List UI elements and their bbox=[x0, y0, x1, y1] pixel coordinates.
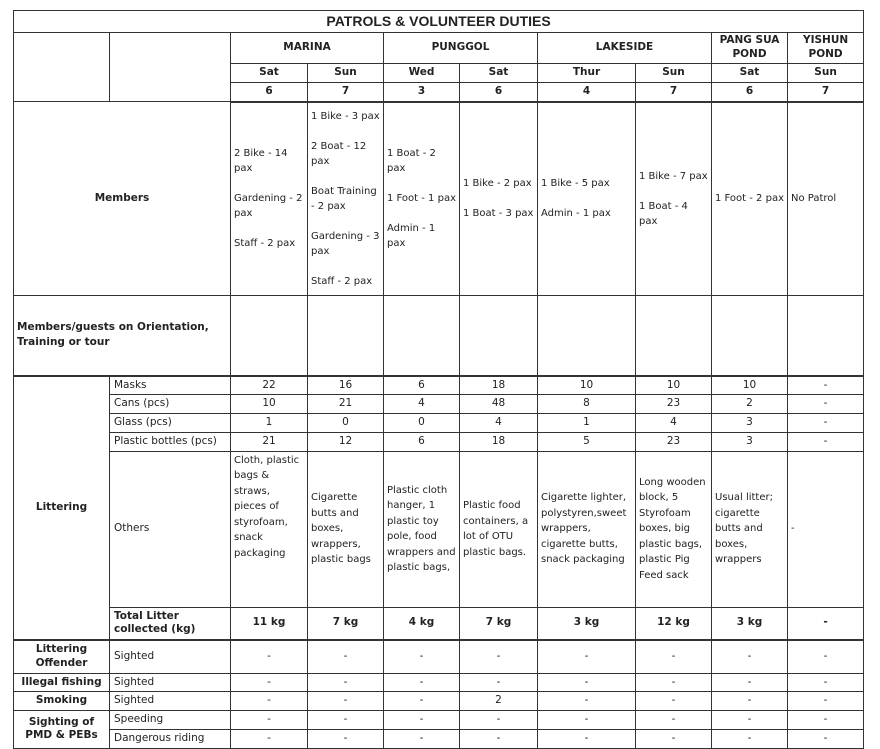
date-header: 3 bbox=[384, 82, 460, 101]
litter-value: 22 bbox=[231, 376, 308, 395]
offence-value: - bbox=[636, 640, 712, 673]
litter-value: 18 bbox=[460, 376, 538, 395]
litter-value: 1 bbox=[231, 414, 308, 433]
date-header: 6 bbox=[231, 82, 308, 101]
date-header: 4 bbox=[538, 82, 636, 101]
others-cell: Plastic food containers, a lot of OTU plastic bags. bbox=[460, 451, 538, 607]
litter-value: 21 bbox=[308, 395, 384, 414]
litter-value: 6 bbox=[384, 432, 460, 451]
offence-value: - bbox=[538, 673, 636, 692]
pmd-value: - bbox=[384, 729, 460, 748]
litter-value: 2 bbox=[712, 395, 788, 414]
day-header: Wed bbox=[384, 64, 460, 83]
orientation-cell bbox=[636, 296, 712, 376]
total-litter-value: 3 kg bbox=[538, 607, 636, 640]
others-cell: - bbox=[788, 451, 864, 607]
pmd-value: - bbox=[788, 729, 864, 748]
total-litter-value: 7 kg bbox=[460, 607, 538, 640]
litter-item-label: Masks bbox=[110, 376, 231, 395]
litter-value: 0 bbox=[308, 414, 384, 433]
orientation-cell bbox=[384, 296, 460, 376]
pmd-value: - bbox=[538, 711, 636, 730]
report-container bbox=[13, 10, 864, 749]
corner-empty-2 bbox=[110, 33, 231, 102]
pmd-value: - bbox=[788, 711, 864, 730]
members-cell: 1 Foot - 2 pax bbox=[712, 102, 788, 296]
day-header: Sat bbox=[231, 64, 308, 83]
litter-value: - bbox=[788, 432, 864, 451]
offence-label: Sighted bbox=[110, 673, 231, 692]
litter-value: 3 bbox=[712, 414, 788, 433]
offence-value: 2 bbox=[460, 692, 538, 711]
day-header: Sun bbox=[308, 64, 384, 83]
location-lakeside: LAKESIDE bbox=[538, 33, 712, 64]
orientation-cell bbox=[538, 296, 636, 376]
offence-label: Sighted bbox=[110, 692, 231, 711]
litter-item-label: Glass (pcs) bbox=[110, 414, 231, 433]
total-litter-value: 3 kg bbox=[712, 607, 788, 640]
pmd-value: - bbox=[712, 729, 788, 748]
offence-value: - bbox=[788, 673, 864, 692]
orientation-cell bbox=[308, 296, 384, 376]
offence-value: - bbox=[384, 692, 460, 711]
offence-category: Smoking bbox=[14, 692, 110, 711]
litter-value: 4 bbox=[460, 414, 538, 433]
littering-label: Littering bbox=[14, 376, 110, 641]
offence-value: - bbox=[712, 640, 788, 673]
litter-value: 8 bbox=[538, 395, 636, 414]
corner-empty-1 bbox=[14, 33, 110, 102]
litter-value: 16 bbox=[308, 376, 384, 395]
date-header: 6 bbox=[712, 82, 788, 101]
others-label: Others bbox=[110, 451, 231, 607]
total-litter-value: 7 kg bbox=[308, 607, 384, 640]
litter-value: 23 bbox=[636, 432, 712, 451]
litter-value: 10 bbox=[538, 376, 636, 395]
total-litter-value: 12 kg bbox=[636, 607, 712, 640]
litter-value: 3 bbox=[712, 432, 788, 451]
pmd-value: - bbox=[538, 729, 636, 748]
offence-value: - bbox=[308, 640, 384, 673]
date-header: 6 bbox=[460, 82, 538, 101]
pmd-value: - bbox=[231, 729, 308, 748]
litter-value: - bbox=[788, 414, 864, 433]
offence-value: - bbox=[231, 640, 308, 673]
members-cell: 2 Bike - 14 pax Gardening - 2 pax Staff - 2 pax bbox=[231, 102, 308, 296]
litter-value: - bbox=[788, 376, 864, 395]
pmd-category: Sighting of PMD & PEBs bbox=[14, 711, 110, 749]
others-cell: Cigarette lighter, polystyren,sweet wrappers, cigarette butts, snack packaging bbox=[538, 451, 636, 607]
table-title: PATROLS & VOLUNTEER DUTIES bbox=[14, 11, 864, 33]
pmd-value: - bbox=[460, 711, 538, 730]
offence-label: Sighted bbox=[110, 640, 231, 673]
litter-value: 6 bbox=[384, 376, 460, 395]
members-cell: 1 Bike - 7 pax 1 Boat - 4 pax bbox=[636, 102, 712, 296]
pmd-value: - bbox=[636, 729, 712, 748]
location-yishun-pond: YISHUN POND bbox=[788, 33, 864, 64]
offence-value: - bbox=[460, 640, 538, 673]
day-header: Sun bbox=[788, 64, 864, 83]
date-header: 7 bbox=[636, 82, 712, 101]
offence-category: Littering Offender bbox=[14, 640, 110, 673]
litter-value: 4 bbox=[636, 414, 712, 433]
day-header: Sun bbox=[636, 64, 712, 83]
offence-value: - bbox=[788, 640, 864, 673]
offence-value: - bbox=[538, 692, 636, 711]
litter-value: 48 bbox=[460, 395, 538, 414]
pmd-label: Dangerous riding bbox=[110, 729, 231, 748]
members-cell: 1 Bike - 5 pax Admin - 1 pax bbox=[538, 102, 636, 296]
offence-value: - bbox=[636, 692, 712, 711]
litter-value: - bbox=[788, 395, 864, 414]
offence-value: - bbox=[538, 640, 636, 673]
litter-item-label: Cans (pcs) bbox=[110, 395, 231, 414]
orientation-label: Members/guests on Orientation, Training or tour bbox=[14, 296, 231, 376]
others-cell: Usual litter; cigarette butts and boxes, wrappers bbox=[712, 451, 788, 607]
pmd-value: - bbox=[308, 729, 384, 748]
others-cell: Long wooden block, 5 Styrofoam boxes, big plastic bags, plastic Pig Feed sack bbox=[636, 451, 712, 607]
location-marina: MARINA bbox=[231, 33, 384, 64]
others-cell: Cloth, plastic bags & straws, pieces of styrofoam, snack packaging bbox=[231, 451, 308, 607]
total-litter-label: Total Litter collected (kg) bbox=[110, 607, 231, 640]
offence-value: - bbox=[231, 692, 308, 711]
offence-value: - bbox=[712, 673, 788, 692]
orientation-cell bbox=[460, 296, 538, 376]
offence-value: - bbox=[788, 692, 864, 711]
litter-value: 12 bbox=[308, 432, 384, 451]
litter-value: 10 bbox=[636, 376, 712, 395]
orientation-cell bbox=[712, 296, 788, 376]
patrols-table bbox=[13, 10, 864, 749]
day-header: Thur bbox=[538, 64, 636, 83]
day-header: Sat bbox=[460, 64, 538, 83]
litter-value: 18 bbox=[460, 432, 538, 451]
offence-value: - bbox=[712, 692, 788, 711]
offence-value: - bbox=[308, 692, 384, 711]
total-litter-value: 4 kg bbox=[384, 607, 460, 640]
others-cell: Cigarette butts and boxes, wrappers, plastic bags bbox=[308, 451, 384, 607]
offence-value: - bbox=[308, 673, 384, 692]
pmd-value: - bbox=[460, 729, 538, 748]
others-cell: Plastic cloth hanger, 1 plastic toy pole, food wrappers and plastic bags, bbox=[384, 451, 460, 607]
members-cell: 1 Boat - 2 pax 1 Foot - 1 pax Admin - 1 pax bbox=[384, 102, 460, 296]
offence-value: - bbox=[636, 673, 712, 692]
litter-value: 21 bbox=[231, 432, 308, 451]
orientation-cell bbox=[231, 296, 308, 376]
day-header: Sat bbox=[712, 64, 788, 83]
pmd-value: - bbox=[308, 711, 384, 730]
pmd-value: - bbox=[231, 711, 308, 730]
pmd-value: - bbox=[712, 711, 788, 730]
offence-value: - bbox=[384, 640, 460, 673]
members-cell: No Patrol bbox=[788, 102, 864, 296]
litter-value: 10 bbox=[712, 376, 788, 395]
location-punggol: PUNGGOL bbox=[384, 33, 538, 64]
pmd-value: - bbox=[384, 711, 460, 730]
offence-value: - bbox=[460, 673, 538, 692]
offence-category: Illegal fishing bbox=[14, 673, 110, 692]
total-litter-value: 11 kg bbox=[231, 607, 308, 640]
litter-value: 5 bbox=[538, 432, 636, 451]
total-litter-value: - bbox=[788, 607, 864, 640]
litter-item-label: Plastic bottles (pcs) bbox=[110, 432, 231, 451]
litter-value: 1 bbox=[538, 414, 636, 433]
members-label: Members bbox=[14, 102, 231, 296]
pmd-value: - bbox=[636, 711, 712, 730]
location-pang-sua-pond: PANG SUA POND bbox=[712, 33, 788, 64]
pmd-label: Speeding bbox=[110, 711, 231, 730]
litter-value: 4 bbox=[384, 395, 460, 414]
offence-value: - bbox=[384, 673, 460, 692]
litter-value: 23 bbox=[636, 395, 712, 414]
litter-value: 10 bbox=[231, 395, 308, 414]
date-header: 7 bbox=[308, 82, 384, 101]
offence-value: - bbox=[231, 673, 308, 692]
orientation-cell bbox=[788, 296, 864, 376]
members-cell: 1 Bike - 2 pax 1 Boat - 3 pax bbox=[460, 102, 538, 296]
date-header: 7 bbox=[788, 82, 864, 101]
litter-value: 0 bbox=[384, 414, 460, 433]
members-cell: 1 Bike - 3 pax 2 Boat - 12 pax Boat Training - 2 pax Gardening - 3 pax Staff - 2 pax bbox=[308, 102, 384, 296]
